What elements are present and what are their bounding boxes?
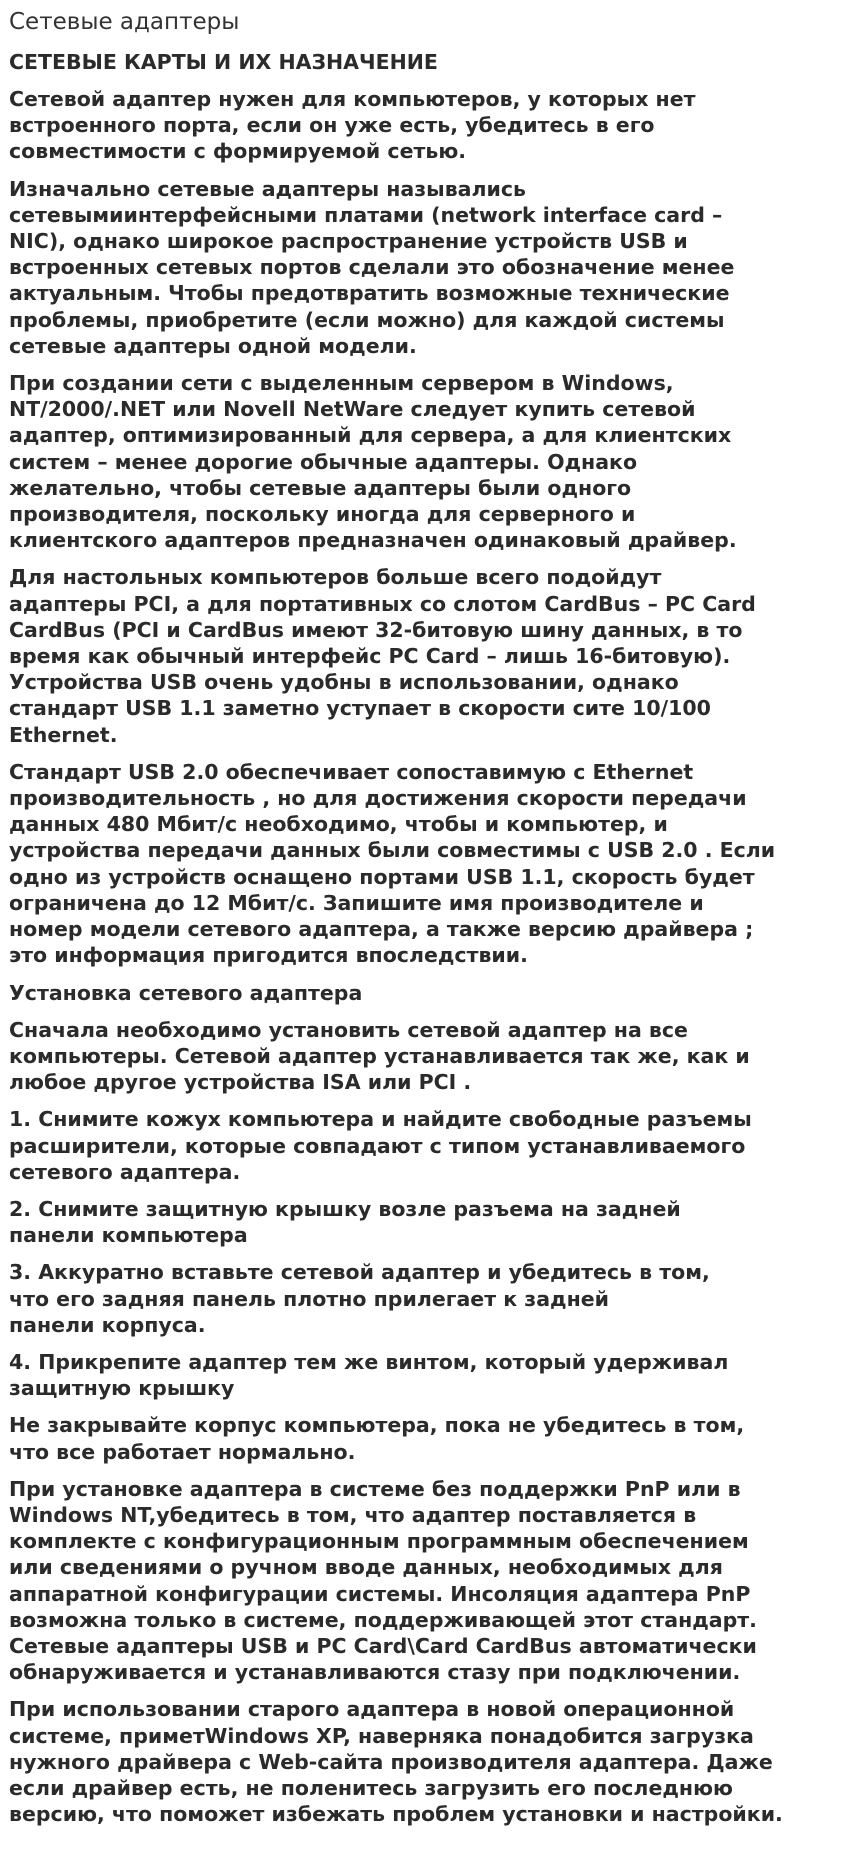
page-title: Сетевые адаптеры [9, 9, 240, 35]
paragraph-server-network: При создании сети с выделенным сервером в Windows, NT/2000/.NET или Novell NetWare следует купить сетевой адаптер, оптимизированный для сервера, а для клиентских систем – менее дорогие обычные адаптеры. Однако желательно, чтобы сетевые адаптеры были одного производителя, поскольку иногда для серверного и клиентского адаптеров предназначен одинаковый драйвер. [9, 371, 737, 553]
paragraph-old-adapter: При использовании старого адаптера в новой операционной системе, приметWindows XP, наверняка понадобится загрузка нужного драйвера с Web-сайта производителя адаптера. Даже если драйвер есть, не поленитесь загрузить его последнюю версию, что поможет избежать проблем установки и настройки. [9, 1697, 783, 1827]
step-4: 4. Прикрепите адаптер тем же винтом, который удерживал защитную крышку [9, 1349, 729, 1401]
paragraph-installation-intro: Сначала необходимо установить сетевой адаптер на все компьютеры. Сетевой адаптер устанавливается так же, как и любое другое устройства ISA или PCI . [9, 1017, 750, 1095]
paragraph-usb-2: Стандарт USB 2.0 обеспечивает сопоставимую с Ethernet производительность , но для достижения скорости передачи данных 480 Мбит/с необходимо, чтобы и компьютер, и устройства передачи данных были совместимы с USB 2.0 . Если одно из устройств оснащено портами USB 1.1, скорость будет ограничена до 12 Мбит/с. Запишите имя производителе и номер модели сетевого адаптера, а также версию драйвера ; это информация пригодится впоследствии. [9, 759, 776, 968]
step-2: 2. Снимите защитную крышку возле разъема на задней панели компьютера [9, 1196, 681, 1248]
subheading-installation: Установка сетевого адаптера [9, 980, 363, 1005]
paragraph-keep-case-open: Не закрывайте корпус компьютера, пока не убедитесь в том, что все работает нормально. [9, 1413, 745, 1464]
paragraph-nic-history: Изначально сетевые адаптеры назывались сетевымиинтерфейсными платами (network interface card – NIC), однако широкое распространение устройств USB и встроенных сетевых портов сделали это обозначение менее актуальным. Чтобы предотвратить возможные технические проблемы, приобретите (если можно) для каждой системы сетевые адаптеры одной модели. [9, 176, 735, 358]
paragraph-pci-cardbus: Для настольных компьютеров больше всего подойдут адаптеры PCI, а для портативных со слотом CardBus – PC Card CardBus (PCI и CardBus имеют 32-битовую шину данных, в то время как обычный интерфейс PC Card – лишь 16-битовую). Устройства USB очень удобны в использовании, однако стандарт USB 1.1 заметно уступает в скорости сите 10/100 Ethernet. [9, 565, 756, 747]
section-heading: СЕТЕВЫЕ КАРТЫ И ИХ НАЗНАЧЕНИЕ [9, 50, 438, 74]
step-3: 3. Аккуратно вставьте сетевой адаптер и убедитесь в том, что его задняя панель плотно прилегает к задней панели корпуса. [9, 1260, 710, 1337]
paragraph-purpose: Сетевой адаптер нужен для компьютеров, у которых нет встроенного порта, если он уже есть, убедитесь в его совместимости с формируемой сетью. [9, 87, 696, 164]
step-1: 1. Снимите кожух компьютера и найдите свободные разъемы расширители, которые совпадают с типом устанавливаемого сетевого адаптера. [9, 1107, 752, 1184]
paragraph-pnp: При установке адаптера в системе без поддержки PnP или в Windows NT,убедитесь в том, что адаптер поставляется в комплекте с конфигурационным программным обеспечением или сведениями о ручном вводе данных, необходимых для аппаратной конфигурации системы. Инсоляция адаптера PnP возможна только в системе, поддерживающей этот стандарт. Сетевые адаптеры USB и PC Card\Card CardBus автоматически обнаруживается и устанавливаются стазу при подключении. [9, 1476, 757, 1685]
